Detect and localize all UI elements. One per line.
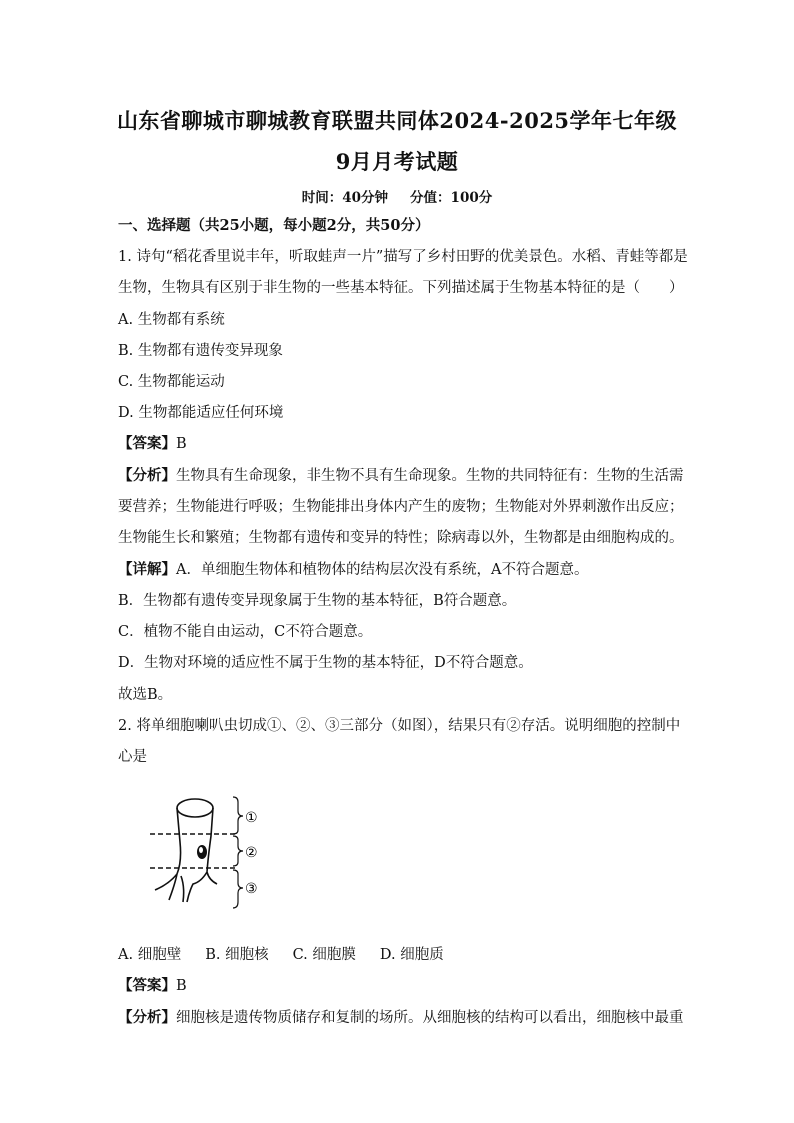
- fig-label-3: ③: [245, 881, 258, 897]
- section-heading: 一、选择题（共25小题，每小题2分，共50分）: [118, 217, 430, 234]
- exam-score: 分值：100分: [410, 190, 493, 206]
- exam-title-line1: 山东省聊城市聊城教育联盟共同体2024-2025学年七年级: [116, 108, 678, 133]
- answer-tag: 【答案】: [118, 435, 176, 452]
- detail-text: A．单细胞生物体和植物体的结构层次没有系统，A不符合题意。: [176, 562, 589, 578]
- q1-analysis-line1: [118, 466, 684, 486]
- q2-stem-line2: 心是: [118, 749, 147, 765]
- answer-tag: 【答案】: [118, 977, 176, 994]
- analysis-tag: 【分析】: [118, 467, 176, 484]
- analysis-text: 细胞核是遗传物质储存和复制的场所。从细胞核的结构可以看出，细胞核中最重: [176, 1010, 684, 1026]
- q1-analysis-line2: 要营养；生物能进行呼吸；生物能排出身体内产生的废物；生物能对外界刺激作出反应；: [118, 499, 684, 515]
- q2-stem-line1: 2. 将单细胞喇叭虫切成①、②、③三部分（如图），结果只有②存活。说明细胞的控制中: [118, 718, 681, 734]
- detail-tag: 【详解】: [118, 561, 176, 578]
- q2-analysis-line1: [118, 1008, 684, 1028]
- brace-2: [233, 836, 243, 866]
- nucleus-highlight: [199, 847, 203, 853]
- q1-option-a: A. 生物都有系统: [118, 312, 225, 328]
- analysis-text: 生物具有生命现象，非生物不具有生命现象。生物的共同特征有：生物的生活需: [176, 468, 684, 484]
- q2-answer: [118, 976, 187, 996]
- q1-conclusion: 故选B。: [118, 687, 173, 703]
- q1-option-b: B. 生物都有遗传变异现象: [118, 343, 283, 359]
- q2-option-a: A. 细胞壁: [118, 947, 182, 963]
- exam-time: 时间：40分钟: [301, 190, 389, 206]
- q1-analysis-line3: 生物能生长和繁殖；生物都有遗传和变异的特性；除病毒以外，生物都是由细胞构成的。: [118, 530, 684, 546]
- brace-3: [233, 870, 243, 908]
- q1-answer: [118, 434, 187, 454]
- cell-opening: [177, 799, 213, 817]
- cell-body-left: [155, 808, 184, 902]
- brace-1: [233, 797, 243, 834]
- analysis-tag: 【分析】: [118, 1009, 176, 1026]
- q1-detail-line3: C．植物不能自由运动，C不符合题意。: [118, 624, 373, 640]
- q1-detail-line2: B．生物都有遗传变异现象属于生物的基本特征，B符合题意。: [118, 593, 517, 609]
- q1-option-d: D. 生物都能适应任何环境: [118, 405, 284, 421]
- q2-option-b: B. 细胞核: [205, 947, 269, 963]
- q2-option-c: C. 细胞膜: [292, 947, 356, 963]
- q1-detail-line1: [118, 560, 588, 580]
- q1-stem-line2: 生物，生物具有区别于非生物的一些基本特征。下列描述属于生物基本特征的是（ ）: [118, 280, 684, 296]
- fig-label-1: ①: [245, 810, 258, 826]
- q2-option-d: D. 细胞质: [379, 947, 444, 963]
- q2-options: [118, 945, 468, 965]
- q1-stem-line1: 1. 诗句“稻花香里说丰年，听取蛙声一片”描写了乡村田野的优美景色。水稻、青蛙等都是: [118, 249, 688, 265]
- fig-label-2: ②: [245, 845, 258, 861]
- exam-meta: [0, 186, 794, 206]
- q1-option-c: C. 生物都能运动: [118, 374, 225, 390]
- answer-value: B: [176, 436, 187, 452]
- exam-title-line2: 9月月考试题: [335, 149, 459, 174]
- answer-value: B: [176, 978, 187, 994]
- trumpet-worm-figure: [145, 792, 275, 914]
- q1-detail-line4: D．生物对环境的适应性不属于生物的基本特征，D不符合题意。: [118, 655, 533, 671]
